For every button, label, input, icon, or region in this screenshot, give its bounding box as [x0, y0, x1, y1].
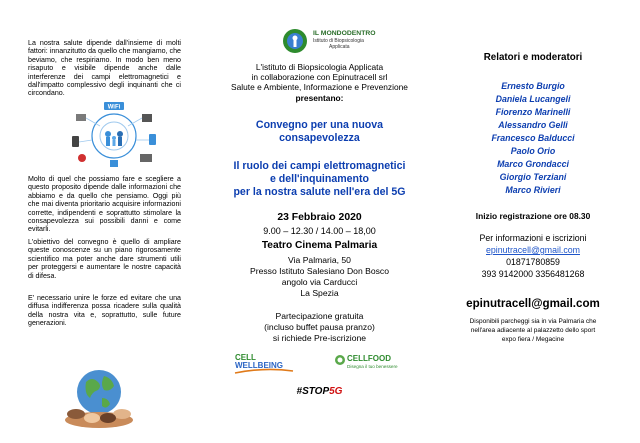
organizer-line-3: Salute e Ambiente, Informazione e Prevenzione [231, 82, 408, 92]
closing-paragraph: E' necessario unire le forze ed evitare che una diffusa indifferenza possa ricadere sulla qualità della nostra vita e, soprattutto, sulle future generazioni. [28, 294, 181, 328]
left-panel [0, 0, 213, 443]
event-title-line-2: consapevolezza [279, 132, 360, 144]
parking-line-3: expo fiera / Megacine [501, 336, 565, 343]
parking-line-2: nell'area adiacente al palazzetto dello sport [470, 327, 596, 334]
emf-devices-icon [70, 100, 158, 168]
organizer-line-1: L'istituto di Biopsicologia Applicata [255, 62, 384, 72]
registration-time: Inizio registrazione ore 08.30 [475, 211, 591, 221]
presentano-label: presentano: [295, 93, 344, 103]
speaker-name: Giorgio Terziani [499, 172, 567, 182]
event-date: 23 Febbraio 2020 [277, 212, 362, 223]
speaker-name: Marco Rivieri [505, 185, 561, 195]
speaker-name: Fiorenzo Marinelli [495, 107, 571, 117]
globe-hands-icon [62, 362, 136, 428]
email-large: epinutracell@gmail.com [466, 297, 600, 310]
cell-wellbeing-line-2: WELLBEING [235, 361, 283, 370]
event-subtitle-line-3: per la nostra salute nell'era del 5G [233, 186, 406, 198]
objective-paragraph: L'obiettivo del convegno è quello di ampliare queste conoscenze su un piano rigorosamente scientifico ma poter anche dare strumenti utili per proteggersi e aumentare le nostre capacità di difesa. [28, 238, 181, 280]
intro-paragraph: La nostra salute dipende dall'insieme di molti fattori: innanzitutto da quello che mangiamo, che beviamo, che respiriamo. In modo ben meno risaputo e visibile dipende anche dalle interferenze dei campi elettromagnetici e dall'impatto complessivo degli inquinanti che ci circondano. [28, 39, 181, 98]
address-line-4: La Spezia [300, 288, 339, 298]
logo-sub-line2: Applicata [329, 43, 350, 50]
cellfood-name: CELLFOOD [347, 354, 391, 363]
cellfood-tagline: Disegna il tuo benessere [347, 364, 398, 369]
logo-sub-line1: Istituto di Biopsicologia [313, 38, 364, 44]
participation-line-2: (incluso buffet pausa pranzo) [264, 322, 375, 332]
event-subtitle-line-1: Il ruolo dei campi elettromagnetici [233, 160, 406, 172]
speaker-name: Paolo Orio [510, 146, 556, 156]
speakers-heading: Relatori e moderatori [483, 52, 583, 63]
stop-prefix: #STOP [296, 386, 330, 397]
event-subtitle-line-2: e dell'inquinamento [269, 173, 370, 185]
stop-suffix: 5G [329, 386, 343, 397]
speaker-name: Daniela Lucangeli [495, 94, 571, 104]
stop5g-hashtag [213, 386, 426, 397]
middle-panel [213, 0, 426, 443]
event-venue: Teatro Cinema Palmaria [261, 240, 378, 251]
logo-name: IL MONDODENTRO [313, 30, 376, 37]
parking-line-1: Disponibili parcheggi sia in via Palmaria che [469, 318, 597, 325]
email-link[interactable]: epinutracell@gmail.com [485, 245, 580, 255]
phone-number-1: 01871780859 [506, 257, 560, 267]
speaker-name: Francesco Balducci [491, 133, 575, 143]
logo-subtitle [313, 39, 364, 50]
participation-line-3: si richiede Pre-iscrizione [272, 333, 367, 343]
participation-line-1: Partecipazione gratuita [275, 311, 364, 321]
info-paragraph: Molto di quel che possiamo fare e scegliere a questo proposito dipende dalle informazioni che abbiamo e da quello che pensiamo. Oggi più che mai diventa prioritario acquisire informazioni corrette, indipendenti e soprattutto stimolare la consapevolezza sui possibili danni e come evitarli. [28, 175, 181, 234]
cell-wellbeing-line-1: CELL [235, 353, 256, 362]
address-line-2: Presso Istituto Salesiano Don Bosco [249, 266, 389, 276]
speaker-name: Ernesto Burgio [501, 81, 565, 91]
event-time: 9.00 – 12.30 / 14.00 – 18,00 [263, 226, 376, 236]
info-label: Per informazioni e iscrizioni [479, 233, 587, 243]
speaker-name: Marco Grondacci [497, 159, 569, 169]
phone-number-2: 393 9142000 3356481268 [481, 269, 585, 279]
speaker-name: Alessandro Gelli [498, 120, 568, 130]
right-panel [426, 0, 640, 443]
event-title-line-1: Convegno per una nuova [255, 119, 384, 131]
address-line-1: Via Palmaria, 50 [288, 255, 351, 265]
address-line-3: angolo via Carducci [281, 277, 358, 287]
wifi-label: WiFi [107, 104, 121, 111]
organizer-line-2: in collaborazione con Epinutracell srl [251, 72, 388, 82]
